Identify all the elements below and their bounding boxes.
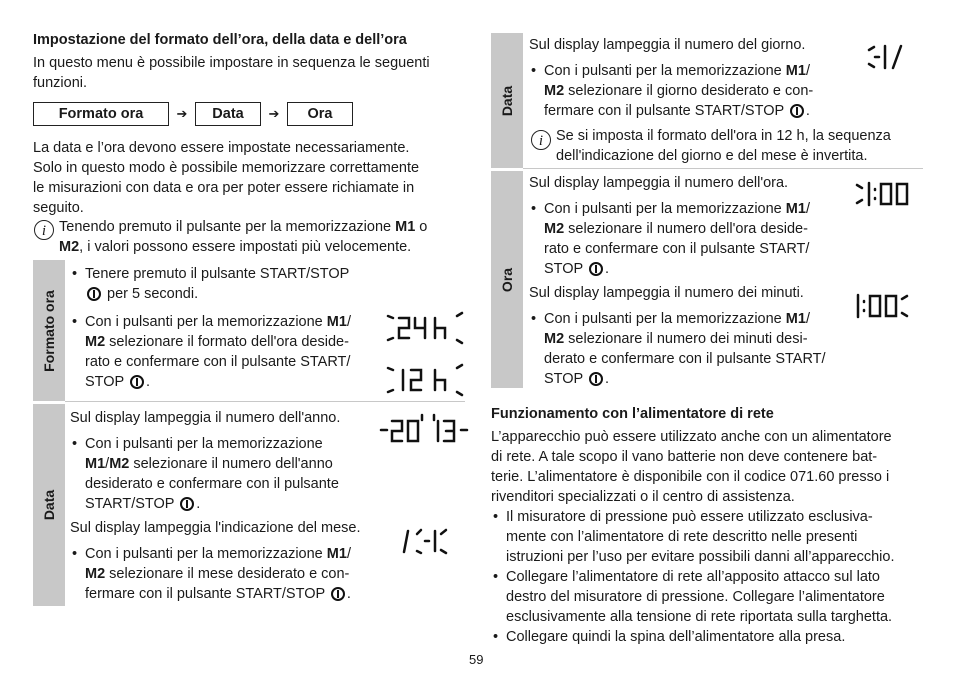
hour-list (529, 199, 849, 279)
power-icon (87, 287, 101, 301)
intro-line-2: funzioni. (33, 75, 88, 91)
year-text: Sul display lampeggia il numero dell'anno. (70, 410, 341, 426)
list-item: • Con i pulsanti per la memorizzazione M1/M2 selezionare il numero dell'anno desiderato e confermare con il pulsante START/STOP . (70, 434, 390, 514)
year-list (70, 434, 390, 514)
lcd-24h-icon (385, 308, 465, 348)
info-icon: i (531, 130, 551, 150)
settings-flow (33, 102, 353, 126)
day-tip-line-1: Se si imposta il formato dell'ora in 12 h, la sequenza (556, 128, 891, 144)
power-icon (180, 497, 194, 511)
divider (523, 168, 923, 169)
tab-data-right: Data (491, 33, 523, 168)
list-item: • Con i pulsanti per la memorizzazione M1/ M2 selezionare il giorno desiderato e con- fermare con il pulsante START/STOP . (529, 61, 849, 121)
power-icon (589, 372, 603, 386)
divider (65, 401, 465, 402)
tab-ora: Ora (491, 171, 523, 388)
tab-formato-ora: Formato ora (33, 260, 65, 401)
lcd-year-icon (378, 410, 470, 452)
section-heading-power: Funzionamento con l’alimentatore di rete (491, 406, 774, 422)
info-icon: i (34, 220, 54, 240)
day-text: Sul display lampeggia il numero del giorno. (529, 37, 806, 53)
power-para-line-3: terie. L’alimentatore è disponibile con il codice 071.60 presso i (491, 469, 890, 485)
para-line-1: La data e l’ora devono essere impostate necessariamente. (33, 140, 410, 156)
minute-text: Sul display lampeggia il numero dei minuti. (529, 285, 804, 301)
power-bullets (491, 507, 931, 647)
power-icon (589, 262, 603, 276)
list-item: • Il misuratore di pressione può essere utilizzato esclusiva- mente con l’alimentatore di rete descritto nelle presenti istruzioni per l’uso per evitare possibili danni all’apparecchio. (491, 507, 931, 567)
lcd-month-icon (395, 520, 455, 562)
intro-line-1: In questo menu è possibile impostare in sequenza le seguenti (33, 55, 430, 71)
hour-text: Sul display lampeggia il numero dell'ora. (529, 175, 789, 191)
power-para-line-1: L’apparecchio può essere utilizzato anche con un alimentatore (491, 429, 892, 445)
tip-line-2: M2, i valori possono essere impostati più velocemente. (59, 239, 412, 255)
flow-arrow-icon: ➔ (268, 106, 280, 121)
power-para-line-4: rivenditori specializzati o il centro di assistenza. (491, 489, 795, 505)
flow-step-formato: Formato ora (33, 102, 169, 126)
formato-list (70, 264, 390, 392)
para-line-3: le misurazioni con data e ora per poter essere richiamate in (33, 180, 415, 196)
power-para-line-2: di rete. A tale scopo il vano batterie non deve contenere bat- (491, 449, 878, 465)
power-icon (790, 104, 804, 118)
power-icon (130, 375, 144, 389)
page-number: 59 (469, 652, 484, 667)
para-line-2: Solo in questo modo è possibile memorizzare correttamente (33, 160, 420, 176)
power-icon (331, 587, 345, 601)
list-item: • Collegare quindi la spina dell’alimentatore alla presa. (491, 627, 931, 647)
minute-list (529, 309, 849, 389)
month-list (70, 544, 390, 604)
list-item: • Con i pulsanti per la memorizzazione M1/ M2 selezionare il numero dell'ora deside- rato e confermare con il pulsante START/ STOP . (529, 199, 849, 279)
month-text: Sul display lampeggia l'indicazione del mese. (70, 520, 361, 536)
flow-step-ora: Ora (287, 102, 353, 126)
flow-arrow-icon: ➔ (176, 106, 188, 121)
lcd-day-icon (865, 38, 909, 78)
list-item: • Con i pulsanti per la memorizzazione M1/ M2 selezionare il formato dell'ora deside- rato e confermare con il pulsante START/ STOP . (70, 312, 390, 392)
flow-step-data: Data (195, 102, 261, 126)
section-heading: Impostazione del formato dell’ora, della data e dell’ora (33, 32, 407, 48)
tab-data: Data (33, 404, 65, 606)
lcd-minute-icon (852, 287, 914, 327)
lcd-hour-icon (855, 175, 915, 215)
day-list (529, 61, 849, 121)
list-item: • Con i pulsanti per la memorizzazione M1/ M2 selezionare il numero dei minuti desi- derato e confermare con il pulsante START/ STOP . (529, 309, 849, 389)
tip-line-1: Tenendo premuto il pulsante per la memorizzazione M1 o (59, 219, 428, 235)
list-item: • Collegare l’alimentatore di rete all’apposito attacco sul lato destro del misuratore di pressione. Collegare l’alimentatore esclusivamente alla tensione di rete riportata sulla targhetta. (491, 567, 931, 627)
lcd-12h-icon (385, 360, 465, 400)
list-item: • Tenere premuto il pulsante START/STOP per 5 secondi. (70, 264, 390, 304)
day-tip-line-2: dell'indicazione del giorno e del mese è invertita. (556, 148, 868, 164)
para-line-4: seguito. (33, 200, 84, 216)
list-item: • Con i pulsanti per la memorizzazione M1/ M2 selezionare il mese desiderato e con- fermare con il pulsante START/STOP . (70, 544, 390, 604)
